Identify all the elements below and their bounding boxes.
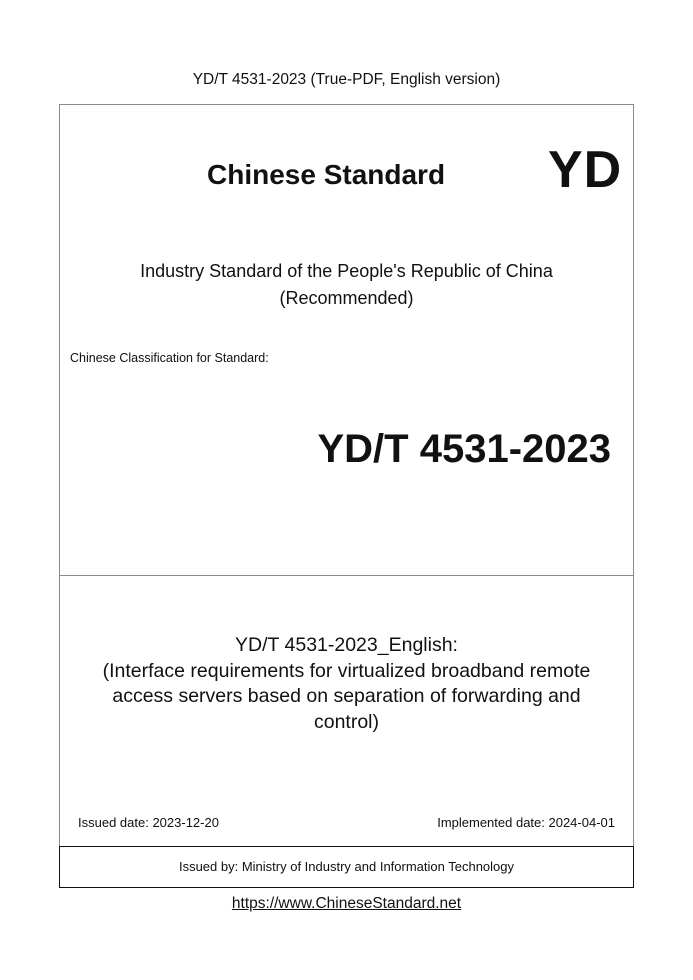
document-title-line-2: (Interface requirements for virtualized broadband remote <box>102 659 591 682</box>
standard-logo-code: YD <box>548 141 623 199</box>
cover-subtitle <box>59 258 634 312</box>
page-header: YD/T 4531-2023 (True-PDF, English version) <box>192 71 501 88</box>
website-link[interactable]: https://www.ChineseStandard.net <box>231 895 462 912</box>
subtitle-line-2: (Recommended) <box>279 288 414 308</box>
document-title-line-3: access servers based on separation of forwarding and <box>112 685 581 707</box>
subtitle-line-1: Industry Standard of the People's Republic of China <box>140 261 553 281</box>
issued-by-box: Issued by: Ministry of Industry and Information Technology <box>59 846 634 888</box>
document-title-line-1: YD/T 4531-2023_English: <box>235 634 458 656</box>
issued-date: Issued date: 2023-12-20 <box>78 815 219 830</box>
implemented-date: Implemented date: 2024-04-01 <box>437 815 615 830</box>
classification-label: Chinese Classification for Standard: <box>70 351 269 365</box>
document-title <box>59 633 634 735</box>
cover-title: Chinese Standard <box>207 159 446 190</box>
document-title-line-4: control) <box>313 710 380 733</box>
standard-number: YD/T 4531-2023 <box>317 427 611 471</box>
